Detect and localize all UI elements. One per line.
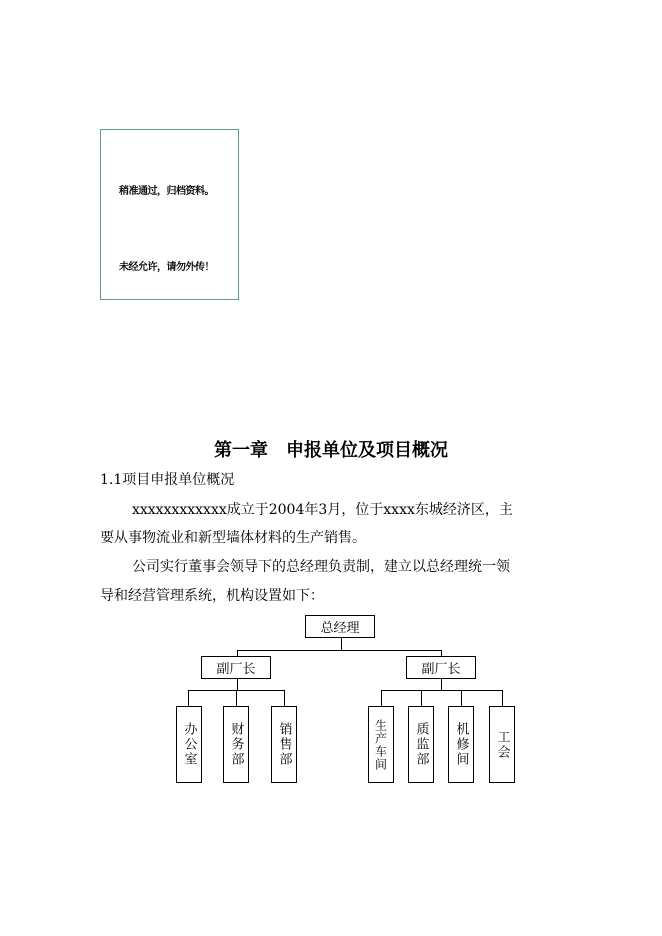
org-box-general-manager: 总经理	[305, 615, 375, 638]
connector-right-drop-1	[381, 690, 382, 707]
org-box-union: 工会	[489, 706, 515, 783]
connector-right-drop-4	[502, 690, 503, 707]
connector-right-drop-2	[421, 690, 422, 707]
org-box-finance: 财务部	[223, 706, 249, 783]
connector-left-drop-2	[236, 690, 237, 707]
org-box-sales: 销售部	[271, 706, 297, 783]
org-box-office: 办公室	[176, 706, 202, 783]
paragraph-2-line-1: 公司实行董事会领导下的总经理负责制，建立以总经理统一领	[132, 559, 510, 575]
connector-root-down	[341, 637, 342, 651]
org-box-deputy-manager-left: 副厂长	[201, 656, 271, 679]
chapter-title: 第一章 申报单位及项目概况	[214, 440, 448, 461]
org-box-quality: 质监部	[408, 706, 434, 783]
paragraph-1-line-2: 要从事物流业和新型墙体材料的生产销售。	[100, 530, 366, 546]
paragraph-2-line-2: 导和经营管理系统，机构设置如下：	[100, 588, 324, 604]
connector-top-horizontal	[237, 650, 442, 651]
connector-right-drop-3	[461, 690, 462, 707]
org-box-deputy-manager-right: 副厂长	[406, 656, 476, 679]
connector-right-horizontal	[381, 690, 503, 691]
org-box-maintenance: 机修间	[448, 706, 474, 783]
stamp-line-approved: 稍准通过，归档资料。	[119, 186, 214, 197]
stamp-line-confidential: 未经允许，请勿外传！	[119, 262, 214, 273]
paragraph-1-line-1: xxxxxxxxxxxx成立于2004年3月，位于xxxx东城经济区，主	[132, 502, 513, 518]
connector-left-drop-3	[284, 690, 285, 707]
confidential-stamp-box	[100, 129, 239, 300]
connector-left-drop-1	[188, 690, 189, 707]
section-title: 1.1项目申报单位概况	[100, 472, 235, 488]
org-box-production: 生产车间	[368, 706, 394, 783]
